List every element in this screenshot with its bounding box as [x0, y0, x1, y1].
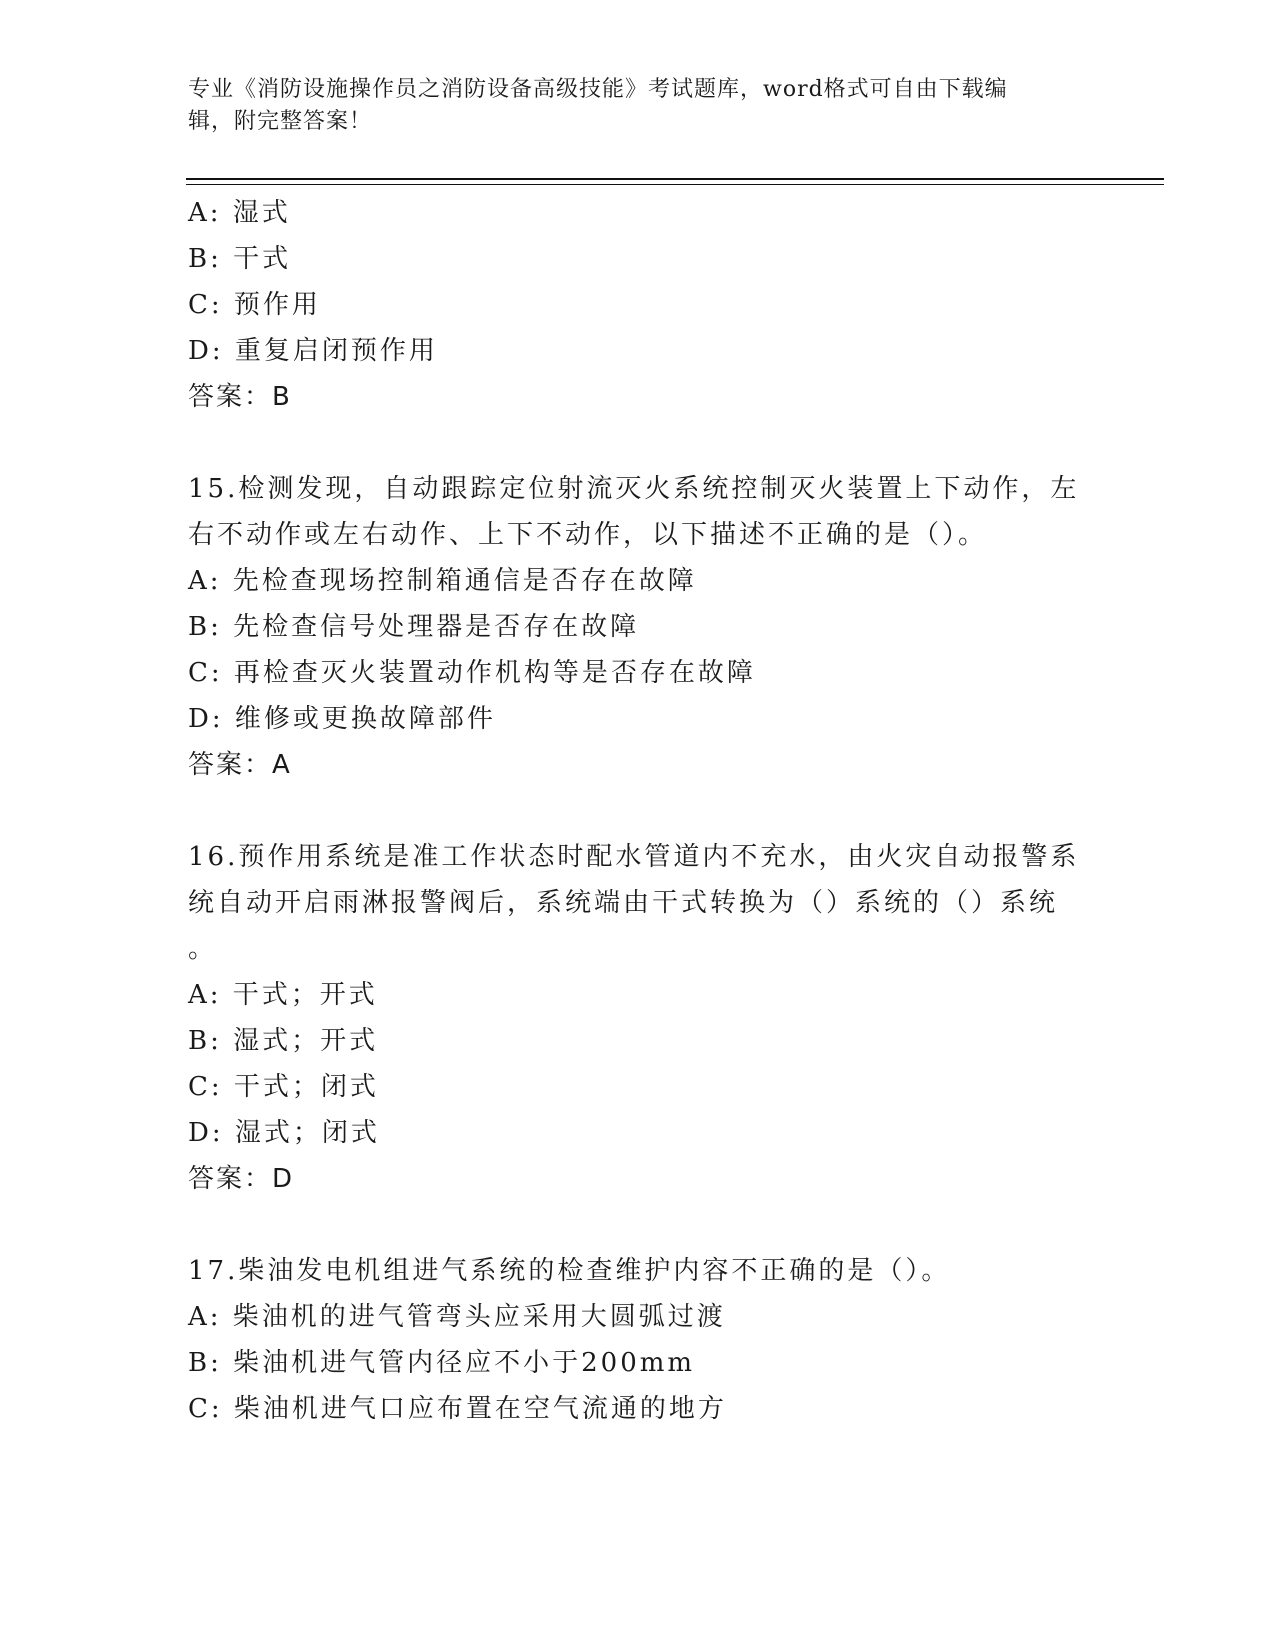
header-line-1: 专业《消防设施操作员之消防设备高级技能》考试题库，word格式可自由下载编 — [188, 77, 1008, 102]
question-14 — [188, 190, 1088, 420]
option-d: D: 维修或更换故障部件 — [188, 704, 496, 734]
question-15 — [188, 466, 1088, 788]
answer: 答案：A — [188, 750, 292, 780]
question-17 — [188, 1248, 1088, 1432]
option-c: C: 干式；闭式 — [188, 1072, 379, 1102]
option-d: D: 重复启闭预作用 — [188, 336, 438, 366]
option-c: C: 预作用 — [188, 290, 321, 320]
option-b: B: 湿式；开式 — [188, 1026, 379, 1056]
question-stem-line: 。 — [188, 934, 218, 964]
option-d: D: 湿式；闭式 — [188, 1118, 380, 1148]
header-line-2: 辑，附完整答案！ — [188, 109, 373, 134]
spacer — [188, 420, 1088, 466]
question-16 — [188, 834, 1088, 1202]
question-stem-line: 16.预作用系统是准工作状态时配水管道内不充水，由火灾自动报警系 — [188, 842, 1080, 872]
option-a: A: 先检查现场控制箱通信是否存在故障 — [188, 566, 697, 596]
question-stem-line: 右不动作或左右动作、上下不动作，以下描述不正确的是（）。 — [188, 520, 988, 550]
answer: 答案：D — [188, 1164, 295, 1194]
answer: 答案：B — [188, 382, 292, 412]
option-a: A: 柴油机的进气管弯头应采用大圆弧过渡 — [188, 1302, 726, 1332]
option-a: A: 湿式 — [188, 198, 291, 228]
option-a: A: 干式；开式 — [188, 980, 378, 1010]
option-b: B: 先检查信号处理器是否存在故障 — [188, 612, 640, 642]
question-stem-line: 15.检测发现，自动跟踪定位射流灭火系统控制灭火装置上下动作，左 — [188, 474, 1080, 504]
question-stem-line: 统自动开启雨淋报警阀后，系统端由干式转换为（）系统的（）系统 — [188, 888, 1059, 918]
spacer — [188, 1202, 1088, 1248]
header-divider — [186, 178, 1164, 185]
spacer — [188, 788, 1088, 834]
document-header — [188, 74, 1088, 138]
question-list — [188, 190, 1088, 1432]
option-b: B: 柴油机进气管内径应不小于200mm — [188, 1348, 696, 1378]
option-c: C: 柴油机进气口应布置在空气流通的地方 — [188, 1394, 727, 1424]
question-stem-line: 17.柴油发电机组进气系统的检查维护内容不正确的是（）。 — [188, 1256, 951, 1286]
option-c: C: 再检查灭火装置动作机构等是否存在故障 — [188, 658, 756, 688]
option-b: B: 干式 — [188, 244, 292, 274]
